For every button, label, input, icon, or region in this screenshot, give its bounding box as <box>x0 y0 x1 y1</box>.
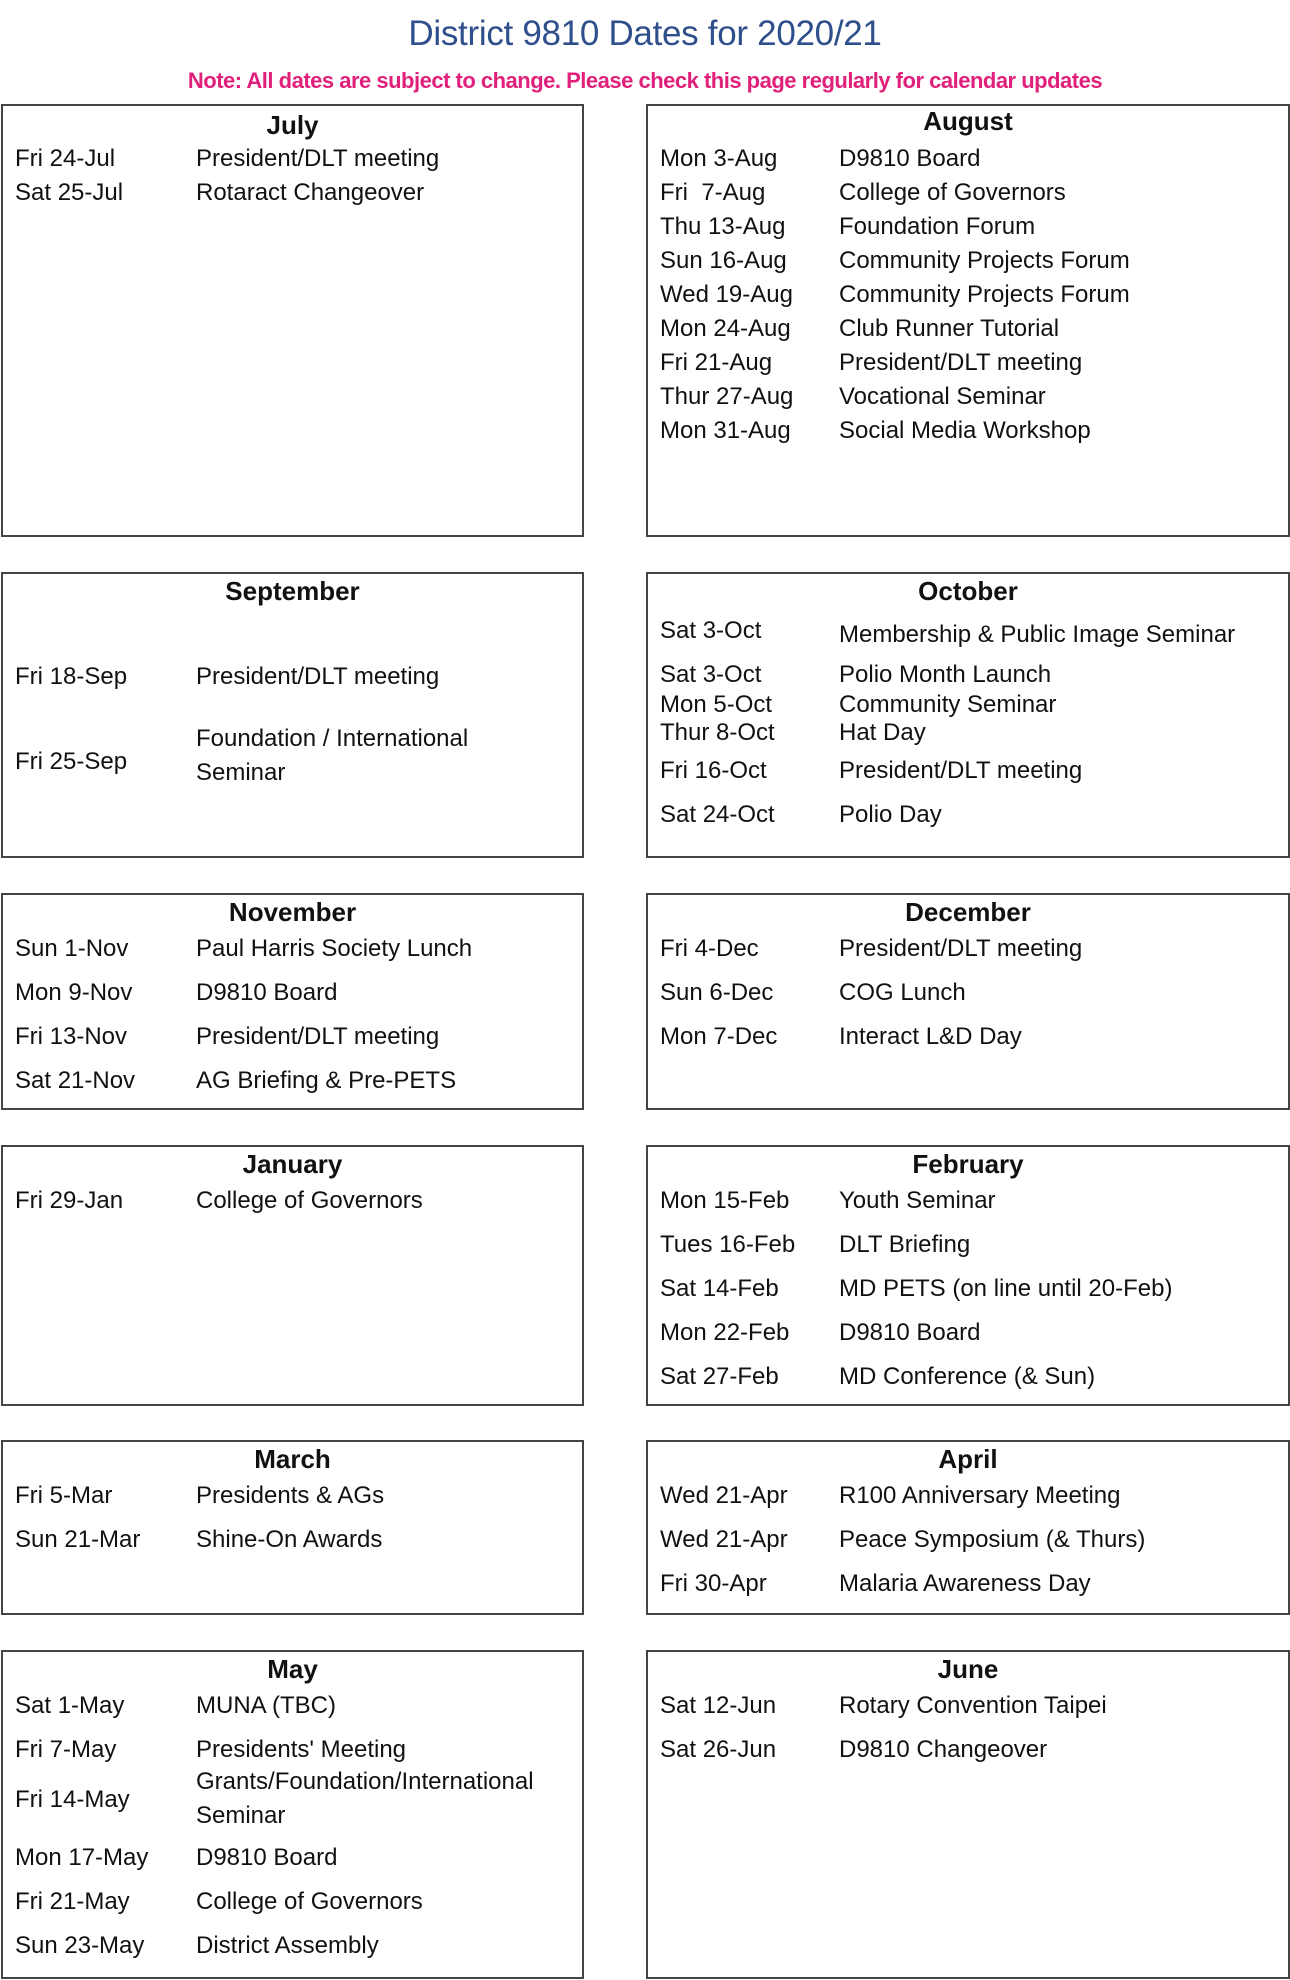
event-title: Community Seminar <box>839 691 1057 718</box>
event-date: Sat 25-Jul <box>15 179 124 206</box>
event-title: Community Projects Forum <box>839 247 1130 274</box>
event-date: Mon 24-Aug <box>660 315 791 342</box>
month-header: June <box>937 1654 999 1684</box>
event-title: Polio Month Launch <box>839 661 1052 688</box>
event-date: Fri 21-May <box>15 1888 130 1915</box>
event-row <box>3 932 582 966</box>
event-title: Community Projects Forum <box>839 281 1130 308</box>
event-title: College of Governors <box>196 1888 423 1915</box>
event-row <box>3 976 582 1010</box>
month-october <box>646 572 1290 858</box>
event-title: Hat Day <box>839 719 926 746</box>
event-title: DLT Briefing <box>839 1231 971 1258</box>
event-date: Tues 16-Feb <box>660 1231 796 1258</box>
event-row <box>3 1885 582 1919</box>
month-header: January <box>242 1149 343 1179</box>
event-row <box>3 1020 582 1054</box>
month-february <box>646 1145 1290 1406</box>
event-row <box>3 1523 582 1557</box>
month-header: July <box>266 110 319 140</box>
event-row <box>648 414 1288 448</box>
event-date: Thur 27-Aug <box>660 383 794 410</box>
event-date: Sat 27-Feb <box>660 1363 779 1390</box>
event-title: College of Governors <box>839 179 1066 206</box>
month-header: December <box>905 897 1031 927</box>
month-header: September <box>225 576 360 606</box>
event-date: Fri 7-Aug <box>660 179 766 206</box>
month-august <box>646 104 1290 537</box>
event-date: Fri 30-Apr <box>660 1570 767 1597</box>
page-title: District 9810 Dates for 2020/21 <box>408 14 882 53</box>
event-row <box>3 1733 582 1767</box>
event-title: COG Lunch <box>839 979 966 1006</box>
event-date: Sat 3-Oct <box>660 661 762 688</box>
event-row <box>648 754 1288 788</box>
event-row <box>648 1184 1288 1218</box>
event-row <box>648 1228 1288 1262</box>
event-row <box>648 210 1288 244</box>
event-title: Interact L&D Day <box>839 1023 1022 1050</box>
event-date: Sat 24-Oct <box>660 801 775 828</box>
event-row <box>3 1184 582 1218</box>
event-title: Rotaract Changeover <box>196 179 425 206</box>
event-title: D9810 Board <box>839 1319 981 1346</box>
month-december <box>646 893 1290 1110</box>
event-date: Mon 15-Feb <box>660 1187 790 1214</box>
event-title: President/DLT meeting <box>196 663 440 690</box>
event-date: Mon 31-Aug <box>660 417 791 444</box>
event-row <box>3 176 582 210</box>
event-row <box>648 1523 1288 1557</box>
event-title: Social Media Workshop <box>839 417 1091 444</box>
event-row <box>648 719 1288 756</box>
event-title: Foundation Forum <box>839 213 1036 240</box>
event-title: Presidents & AGs <box>196 1482 385 1509</box>
event-date: Fri 25-Sep <box>15 748 128 775</box>
event-title: Foundation / International Seminar <box>196 725 469 786</box>
event-date: Thu 13-Aug <box>660 213 786 240</box>
event-date: Sat 1-May <box>15 1692 125 1719</box>
event-date: Fri 14-May <box>15 1786 130 1813</box>
event-row <box>3 142 582 176</box>
month-april <box>646 1440 1290 1615</box>
event-date: Sat 26-Jun <box>660 1736 777 1763</box>
event-row <box>648 1479 1288 1513</box>
event-date: Fri 13-Nov <box>15 1023 128 1050</box>
month-header: August <box>923 106 1013 136</box>
event-date: Mon 17-May <box>15 1844 149 1871</box>
event-row <box>3 1689 582 1723</box>
event-title: Club Runner Tutorial <box>839 315 1060 342</box>
month-july <box>1 104 584 537</box>
month-january <box>1 1145 584 1406</box>
event-date: Mon 9-Nov <box>15 979 133 1006</box>
event-title: President/DLT meeting <box>839 757 1083 784</box>
event-row <box>648 176 1288 210</box>
event-title: Grants/Foundation/International Seminar <box>196 1768 534 1829</box>
event-date: Wed 21-Apr <box>660 1482 788 1509</box>
event-date: Wed 21-Apr <box>660 1526 788 1553</box>
event-date: Sat 14-Feb <box>660 1275 779 1302</box>
event-title: Membership & Public Image Seminar <box>839 621 1236 648</box>
event-row <box>3 1841 582 1875</box>
event-row <box>3 722 582 790</box>
month-header: November <box>228 897 357 927</box>
event-title: D9810 Board <box>196 1844 338 1871</box>
event-row <box>648 244 1288 278</box>
event-row <box>648 618 1288 652</box>
event-row <box>648 278 1288 312</box>
event-row <box>648 1020 1288 1054</box>
event-title: Paul Harris Society Lunch <box>196 935 473 962</box>
event-title: Vocational Seminar <box>839 383 1046 410</box>
event-title: MD PETS (on line until 20-Feb) <box>839 1275 1173 1302</box>
event-title: District Assembly <box>196 1932 379 1959</box>
event-date: Thur 8-Oct <box>660 719 775 746</box>
month-header: March <box>254 1444 331 1474</box>
event-date: Fri 24-Jul <box>15 145 116 172</box>
event-title: Polio Day <box>839 801 942 828</box>
event-title: Presidents' Meeting <box>196 1736 407 1763</box>
event-date: Sun 23-May <box>15 1932 145 1959</box>
event-row <box>648 1567 1288 1601</box>
month-may <box>1 1650 584 1979</box>
event-title: MD Conference (& Sun) <box>839 1363 1096 1390</box>
month-header: April <box>938 1444 998 1474</box>
month-header: October <box>918 576 1018 606</box>
event-title: Malaria Awareness Day <box>839 1570 1091 1597</box>
event-title: Youth Seminar <box>839 1187 996 1214</box>
event-date: Sat 21-Nov <box>15 1067 136 1094</box>
event-date: Fri 21-Aug <box>660 349 773 376</box>
event-title: President/DLT meeting <box>196 145 440 172</box>
event-title: R100 Anniversary Meeting <box>839 1482 1121 1509</box>
month-november <box>1 893 584 1110</box>
event-row <box>648 1360 1288 1394</box>
event-row <box>648 1689 1288 1723</box>
event-row <box>648 142 1288 176</box>
event-row <box>3 1929 582 1963</box>
event-date: Fri 7-May <box>15 1736 117 1763</box>
event-row <box>648 1733 1288 1767</box>
event-title: President/DLT meeting <box>839 935 1083 962</box>
event-title: President/DLT meeting <box>196 1023 440 1050</box>
event-title: President/DLT meeting <box>839 349 1083 376</box>
event-row <box>648 346 1288 380</box>
event-date: Sun 16-Aug <box>660 247 787 274</box>
event-row <box>648 976 1288 1010</box>
event-date: Mon 3-Aug <box>660 145 778 172</box>
event-row <box>648 312 1288 346</box>
event-title: College of Governors <box>196 1187 423 1214</box>
event-date: Fri 29-Jan <box>15 1187 124 1214</box>
month-march <box>1 1440 584 1615</box>
event-row <box>3 1479 582 1513</box>
event-row <box>648 1272 1288 1306</box>
event-title: Rotary Convention Taipei <box>839 1692 1107 1719</box>
month-september <box>1 572 584 858</box>
event-date: Sat 3-Oct <box>660 617 762 644</box>
event-date: Mon 22-Feb <box>660 1319 790 1346</box>
event-title: D9810 Changeover <box>839 1736 1048 1763</box>
event-row <box>3 1765 582 1833</box>
event-title: MUNA (TBC) <box>196 1692 336 1719</box>
event-title: AG Briefing & Pre-PETS <box>196 1067 457 1094</box>
event-title: Peace Symposium (& Thurs) <box>839 1526 1146 1553</box>
event-title: D9810 Board <box>839 145 981 172</box>
month-header: February <box>912 1149 1024 1179</box>
event-date: Fri 5-Mar <box>15 1482 113 1509</box>
event-row <box>648 1316 1288 1350</box>
event-row <box>3 1064 582 1098</box>
event-date: Mon 7-Dec <box>660 1023 778 1050</box>
event-title: Shine-On Awards <box>196 1526 383 1553</box>
event-row <box>3 660 582 694</box>
event-date: Wed 19-Aug <box>660 281 793 308</box>
month-header: May <box>267 1654 318 1684</box>
event-title: D9810 Board <box>196 979 338 1006</box>
event-date: Sun 21-Mar <box>15 1526 141 1553</box>
event-date: Sun 1-Nov <box>15 935 129 962</box>
update-note: Note: All dates are subject to change. Please check this page regularly for calendar updates <box>187 68 1103 93</box>
event-row <box>648 798 1288 832</box>
event-date: Fri 16-Oct <box>660 757 767 784</box>
event-date: Sun 6-Dec <box>660 979 774 1006</box>
event-row <box>648 658 1288 692</box>
event-row <box>648 932 1288 966</box>
event-date: Sat 12-Jun <box>660 1692 777 1719</box>
event-row <box>648 380 1288 414</box>
event-date: Fri 18-Sep <box>15 663 128 690</box>
month-june <box>646 1650 1290 1979</box>
event-date: Mon 5-Oct <box>660 691 773 718</box>
event-date: Fri 4-Dec <box>660 935 759 962</box>
